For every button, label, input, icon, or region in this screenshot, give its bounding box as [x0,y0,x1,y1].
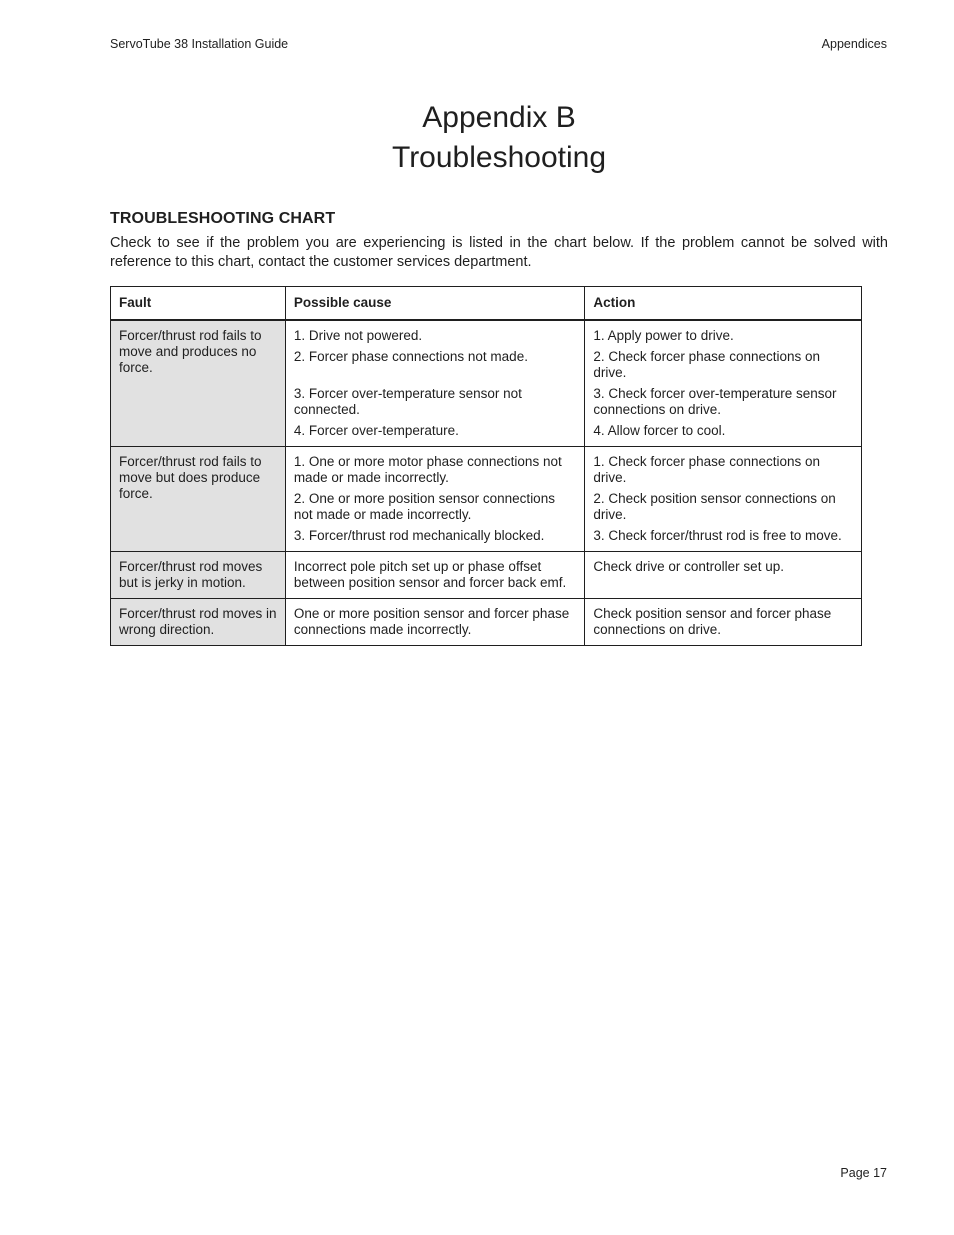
action-item: 4. Allow forcer to cool. [593,423,726,438]
column-header-action: Action [585,287,862,321]
table-row [111,599,862,646]
page-title [44,98,954,178]
page-title-line-2: Troubleshooting [391,141,607,174]
section-heading: TROUBLESHOOTING CHART [110,210,336,227]
cause-cell [285,552,585,599]
page-title-line-1: Appendix B [422,101,576,134]
table-row [111,552,862,599]
cause-cell [285,599,585,646]
cause-item: One or more position sensor and forcer phase connections made incorrectly. [293,606,570,637]
running-header-title: ServoTube 38 Installation Guide [110,37,289,51]
action-cell [585,552,862,599]
table-row [111,320,862,447]
action-cell [585,320,862,447]
action-item: 2. Check forcer phase connections on drive. [593,349,821,380]
action-item: 3. Check forcer over-temperature sensor connections on drive. [593,386,837,417]
fault-cell: Forcer/thrust rod fails to move and produces no force. [111,320,286,447]
action-item: 1. Apply power to drive. [593,328,734,343]
fault-cell: Forcer/thrust rod moves but is jerky in motion. [111,552,286,599]
action-item: 1. Check forcer phase connections on drive. [593,454,821,485]
cause-cell [285,320,585,447]
table-row [111,447,862,552]
cause-item: 4. Forcer over-temperature. [293,423,459,438]
action-item: Check drive or controller set up. [593,559,784,574]
page-number: Page 17 [840,1166,887,1180]
action-item: 3. Check forcer/thrust rod is free to move. [593,528,842,543]
cause-cell [285,447,585,552]
cause-item: 1. Drive not powered. [293,328,423,343]
action-cell [585,447,862,552]
cause-item: Incorrect pole pitch set up or phase offset between position sensor and forcer back emf. [293,559,567,590]
running-header-section: Appendices [821,37,887,51]
cause-item: 2. One or more position sensor connections not made or made incorrectly. [293,491,555,522]
intro-paragraph: Check to see if the problem you are experiencing is listed in the chart below. If the problem cannot be solved with reference to this chart, contact the customer services department. [110,235,888,270]
cause-item: 3. Forcer over-temperature sensor not connected. [293,386,522,417]
action-item: Check position sensor and forcer phase connections on drive. [593,606,832,637]
fault-cell: Forcer/thrust rod moves in wrong direction. [111,599,286,646]
action-item: 2. Check position sensor connections on drive. [593,491,836,522]
fault-cell: Forcer/thrust rod fails to move but does produce force. [111,447,286,552]
action-cell [585,599,862,646]
column-header-cause: Possible cause [285,287,585,321]
cause-item: 2. Forcer phase connections not made. [293,349,528,364]
cause-item: 3. Forcer/thrust rod mechanically blocked. [293,528,545,543]
cause-item: 1. One or more motor phase connections not made or made incorrectly. [293,454,562,485]
troubleshooting-table [110,286,862,646]
column-header-fault: Fault [111,287,286,321]
table-header-row [111,287,862,321]
